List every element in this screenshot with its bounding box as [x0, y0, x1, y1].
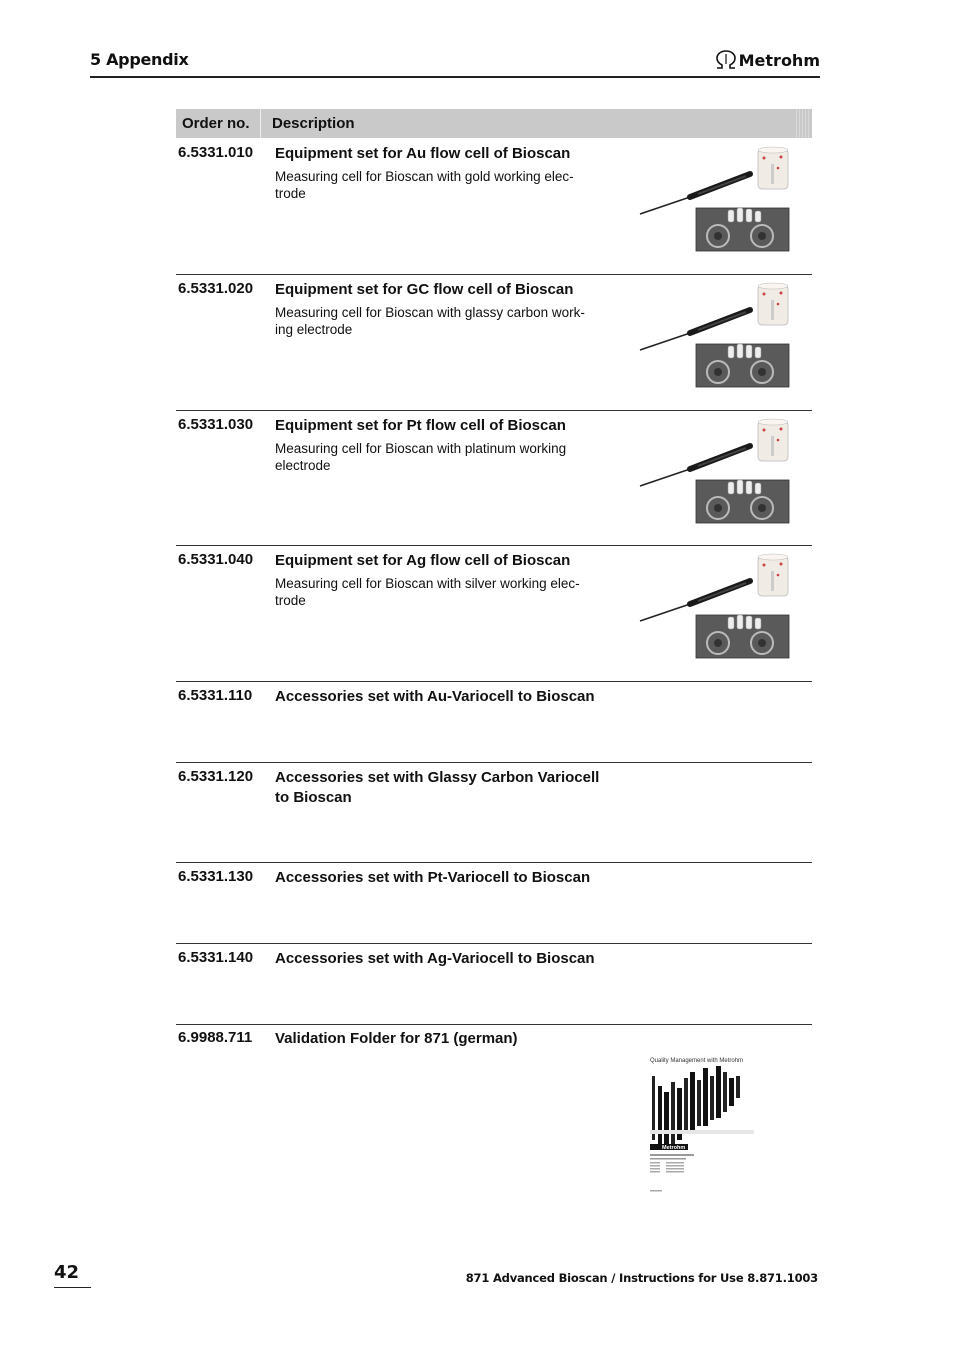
- item-title: Accessories set with Au-Variocell to Bioscan: [275, 688, 595, 705]
- omega-logo-icon: [715, 50, 737, 70]
- table-row: [176, 274, 812, 410]
- table-row: [176, 545, 812, 681]
- row-divider: [176, 545, 812, 546]
- item-title: Validation Folder for 871 (german): [275, 1030, 518, 1047]
- table-row: [176, 410, 812, 545]
- row-divider: [176, 762, 812, 763]
- item-title: Equipment set for Pt flow cell of Bioscan: [275, 417, 566, 434]
- section-title: 5 Appendix: [90, 50, 189, 69]
- order-number: 6.5331.020: [178, 280, 254, 297]
- item-title: Accessories set with Ag-Variocell to Bioscan: [275, 950, 595, 967]
- item-title: Equipment set for GC flow cell of Bioscan: [275, 281, 574, 298]
- item-description: Measuring cell for Bioscan with silver working elec- trode: [275, 576, 580, 608]
- order-number: 6.5331.040: [178, 551, 254, 568]
- table-header: [176, 109, 812, 138]
- footer-rule: [54, 1287, 91, 1288]
- document-reference: 871 Advanced Bioscan / Instructions for Use 8.871.1003: [465, 1271, 818, 1285]
- header-stripes: [796, 109, 810, 138]
- equipment-set-photo: [638, 553, 798, 663]
- item-title: Equipment set for Au flow cell of Bioscan: [275, 145, 571, 162]
- equipment-set-photo: [638, 146, 798, 256]
- row-divider: [176, 943, 812, 944]
- item-description: Measuring cell for Bioscan with gold working elec- trode: [275, 169, 574, 201]
- table-row: [176, 943, 812, 1024]
- item-title: Equipment set for Ag flow cell of Bioscan: [275, 552, 571, 569]
- svg-text:Metrohm: Metrohm: [662, 1145, 686, 1151]
- item-title: Accessories set with Glassy Carbon Variocell to Bioscan: [275, 769, 600, 806]
- page-number: 42: [54, 1262, 80, 1283]
- brand-name: Metrohm: [738, 50, 820, 70]
- order-number: 6.5331.130: [178, 868, 254, 885]
- row-divider: [176, 410, 812, 411]
- row-divider: [176, 1024, 812, 1025]
- folder-heading: Quality Management with Metrohm: [650, 1058, 744, 1064]
- table-row: [176, 138, 812, 274]
- row-divider: [176, 862, 812, 863]
- equipment-set-photo: [638, 418, 798, 528]
- order-number: 6.5331.010: [178, 144, 254, 161]
- item-title: Accessories set with Pt-Variocell to Bioscan: [275, 869, 591, 886]
- row-divider: [176, 274, 812, 275]
- header-rule: [90, 76, 820, 78]
- item-description: Measuring cell for Bioscan with glassy carbon work- ing electrode: [275, 305, 585, 337]
- table-row: [176, 762, 812, 862]
- order-number: 6.5331.110: [178, 687, 253, 704]
- col-description-header: Description: [272, 115, 355, 132]
- validation-folder-photo: [646, 1058, 756, 1196]
- order-number: 6.5331.120: [178, 768, 254, 785]
- order-number: 6.5331.030: [178, 416, 254, 433]
- item-description: Measuring cell for Bioscan with platinum working electrode: [275, 441, 567, 473]
- table-row: [176, 862, 812, 943]
- order-number: 6.5331.140: [178, 949, 254, 966]
- brand-logo: [715, 50, 820, 70]
- order-number: 6.9988.711: [178, 1029, 253, 1046]
- table-row: [176, 681, 812, 762]
- col-order-header: Order no.: [176, 109, 261, 138]
- equipment-set-photo: [638, 282, 798, 392]
- row-divider: [176, 681, 812, 682]
